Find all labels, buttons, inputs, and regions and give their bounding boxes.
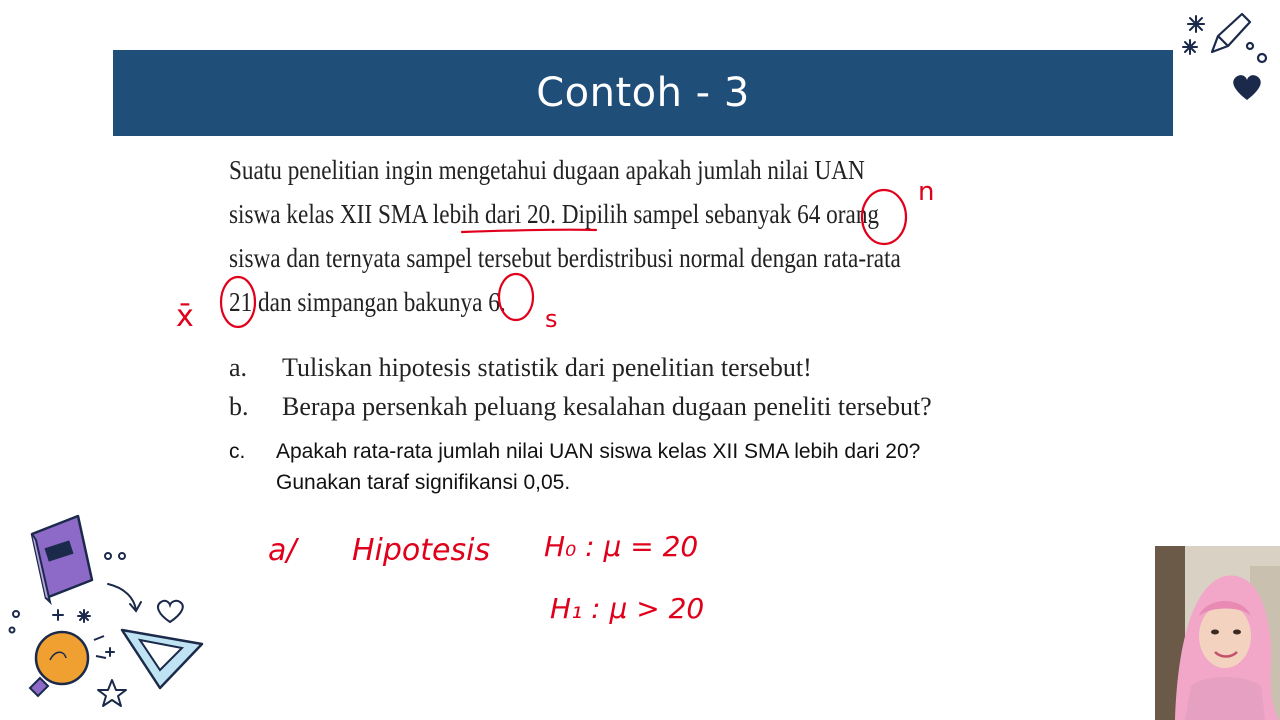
- question-list: [229, 348, 932, 426]
- question-text-2: Gunakan taraf signifikansi 0,05.: [276, 471, 571, 494]
- question-b: [229, 387, 932, 426]
- problem-line-4: 21 dan simpangan bakunya 6.: [229, 287, 506, 317]
- presenter-photo: [1155, 546, 1280, 720]
- annotation-s: s: [545, 305, 558, 333]
- hypothesis-h0: H₀ : μ = 20: [544, 530, 699, 563]
- star-icon: [98, 680, 126, 706]
- presenter-avatar: [1155, 546, 1280, 720]
- slide-title: Contoh - 3: [536, 70, 750, 116]
- sparkle-icon: [53, 610, 90, 622]
- answer-a-word: Hipotesis: [352, 533, 491, 568]
- sparkle-icon: [1183, 16, 1204, 54]
- question-text: Tuliskan hipotesis statistik dari penelitian tersebut!: [282, 352, 812, 382]
- hypothesis-h1: H₁ : μ > 20: [550, 592, 705, 625]
- heart-icon: [1233, 75, 1260, 100]
- annotation-xbar: x̄: [176, 299, 194, 334]
- sparkle-icon: [106, 648, 114, 656]
- bottom-left-doodles: [0, 510, 220, 720]
- question-text: Apakah rata-rata jumlah nilai UAN siswa kelas XII SMA lebih dari 20?: [276, 440, 921, 463]
- answer-a-label: a/: [268, 533, 297, 568]
- question-text: Berapa persenkah peluang kesalahan dugaan peneliti tersebut?: [282, 391, 932, 421]
- problem-line-3: siswa dan ternyata sampel tersebut berdistribusi normal dengan rata-rata: [229, 243, 901, 273]
- problem-line-1: Suatu penelitian ingin mengetahui dugaan apakah jumlah nilai UAN: [229, 155, 865, 185]
- problem-line-2: siswa kelas XII SMA lebih dari 20. Dipilih sampel sebanyak 64 orang: [229, 199, 880, 229]
- top-right-doodles: [1176, 10, 1276, 105]
- question-label: c.: [229, 440, 246, 463]
- question-c: [229, 436, 920, 498]
- slide-title-bar: [113, 50, 1173, 136]
- lightbulb-icon: [30, 632, 106, 696]
- heart-outline-icon: [158, 601, 183, 622]
- question-label: b.: [229, 391, 249, 421]
- set-square-icon: [122, 630, 202, 688]
- pencil-icon: [1212, 14, 1266, 62]
- question-label: a.: [229, 352, 248, 382]
- question-a: [229, 348, 932, 387]
- arrow-icon: [108, 584, 141, 611]
- annotation-n: n: [918, 177, 935, 207]
- book-icon: [32, 516, 92, 602]
- problem-statement: [229, 148, 967, 324]
